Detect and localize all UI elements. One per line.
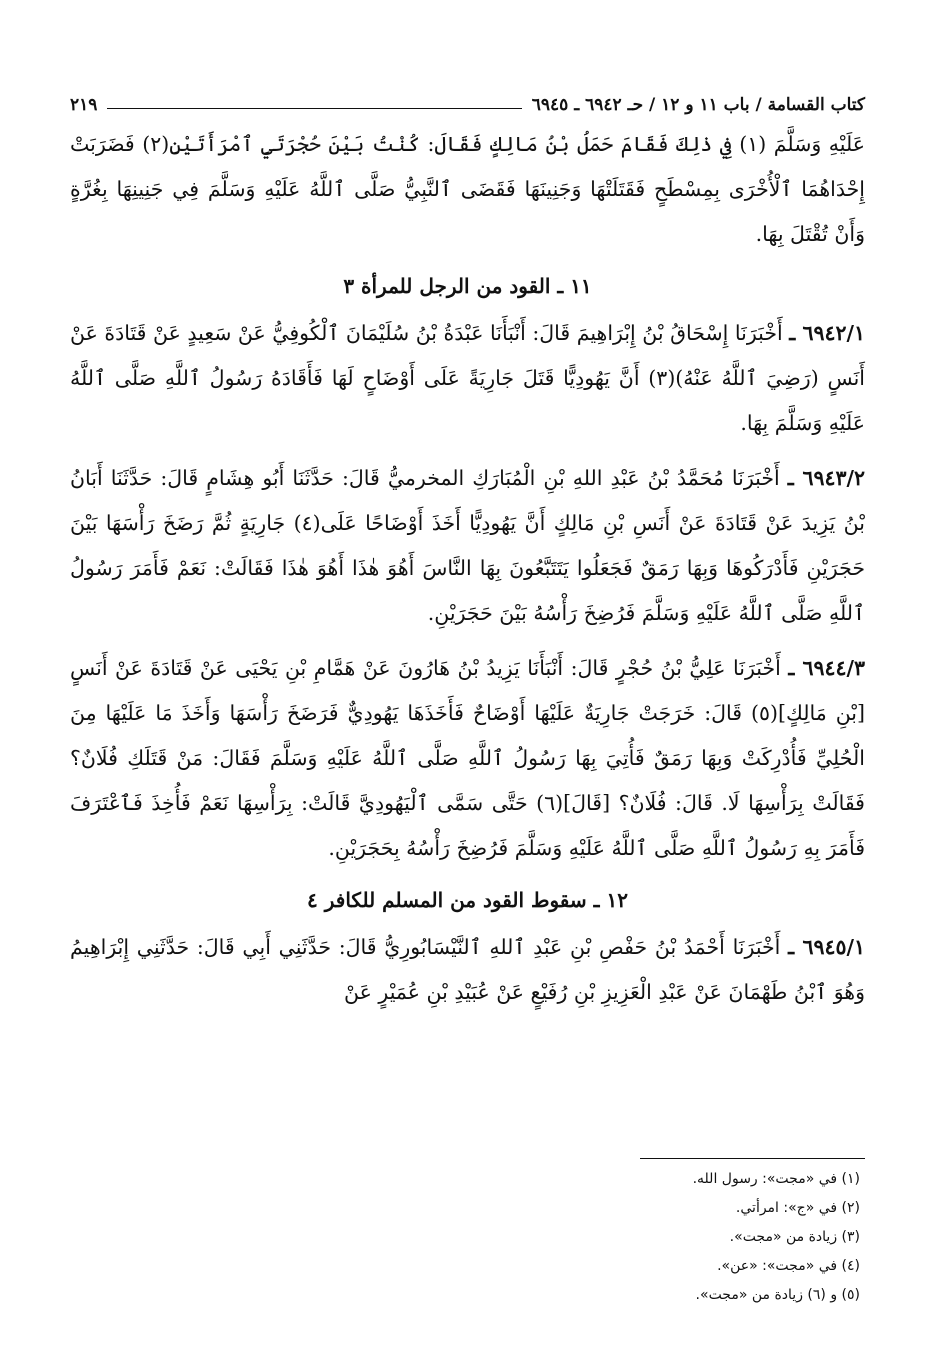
footnote: (٣) زيادة من «مجت». [729, 1229, 860, 1245]
hadith-number: ٦٩٤٥/١ ـ [788, 935, 865, 959]
hadith-6942 [70, 311, 865, 446]
hadith-number: ٦٩٤٣/٢ ـ [787, 466, 865, 490]
hadith-6944 [70, 646, 865, 871]
section-12-heading: ١٢ ـ سقوط القود من المسلم للكافر ٤ [307, 888, 628, 912]
hadith-6945 [70, 925, 865, 1015]
hadith-text: أَخْبَرَنَا إِسْحَاقُ بْنُ إِبْرَاهِيمَ قَالَ: أَنْبَأَنَا عَبْدَةُ بْنُ سُلَيْمَانَ ٱلْكُوفِيُّ عَنْ سَعِيدٍ عَنْ قَتَادَةَ عَنْ أَنَسٍ (رَضِيَ ٱللَّهُ عَنْهُ)(٣) أَنَّ يَهُودِيًّا قَتَلَ جَارِيَةً عَلَى أَوْضَاحٍ لَهَا فَأَقَادَهُ رَسُولُ ٱللَّهِ صَلَّى ٱللَّهُ عَلَيْهِ وَسَلَّمَ بِهَا. [70, 321, 866, 435]
page-number: ٢١٩ [70, 95, 98, 115]
hadith-text: أَخْبَرَنَا أَحْمَدُ بْنُ حَفْصِ بْنِ عَبْدِ ٱللهِ ٱلنَّيْسَابُورِيُّ قَالَ: حَدَّثَنِي أَبِي قَالَ: حَدَّثَنِي إِبْرَاهِيمُ وَهُوَ ٱبْنُ طَهْمَانَ عَنْ عَبْدِ الْعَزِيزِ بْنِ رُفَيْعٍ عَنْ عُبَيْدِ بْنِ عُمَيْرٍ عَنْ [70, 935, 865, 1004]
header-title: كتاب القسامة / باب ١١ و ١٢ / حـ ٦٩٤٢ ـ ٦٩٤٥ [531, 95, 865, 115]
running-header [70, 88, 865, 122]
hadith-number: ٦٩٤٢/١ ـ [789, 321, 865, 345]
main-text [70, 122, 865, 1015]
footnote: (٢) في «ج»: امرأتي. [735, 1200, 860, 1216]
hadith-text: أَخْبَرَنَا مُحَمَّدُ بْنُ عَبْدِ اللهِ بْنِ الْمُبَارَكِ المخرميُّ قَالَ: حَدَّثَنَا أَبُو هِشَامٍ قَالَ: حَدَّثَنَا أَبَانُ بْنُ يَزِيدَ عَنْ قَتَادَةَ عَنْ أَنَسِ بْنِ مَالِكٍ أَنَّ يَهُودِيًّا أَخَذَ أَوْضَاحًا عَلَى(٤) جَارِيَةٍ ثُمَّ رَضَخَ رَأْسَهَا بَيْنَ حَجَرَيْنِ فَأَدْرَكُوهَا وَبِهَا رَمَقٌ فَجَعَلُوا يَتَتَبَّعُونَ بِهَا النَّاسَ أَهُوَ هٰذَا أَهُوَ هٰذَا فَقَالَتْ: نَعَمْ فَأَمَرَ رَسُولُ ٱللَّهِ صَلَّى ٱللَّهُ عَلَيْهِ وَسَلَّمَ فَرُضِخَ رَأْسُهُ بَيْنَ حَجَرَيْنِ. [70, 466, 865, 625]
hadith-number: ٦٩٤٤/٣ ـ [788, 656, 865, 680]
header-rule [107, 108, 521, 109]
section-11-heading: ١١ ـ القود من الرجل للمرأة ٣ [343, 274, 592, 298]
intro-paragraph: عَلَيْهِ وَسَلَّمَ (١) فِي ذٰلِكَ فَقَامَ حَمَلُ بْنُ مَالِكٍ فَقَالَ: كُنْتُ بَيْنَ حُجْرَتَيِ ٱمْرَأَتَيْنِ(٢) فَضَرَبَتْ إِحْدَاهُمَا ٱلْأُخْرَى بِمِسْطَحٍ فَقَتَلَتْهَا وَجَنِينَهَا فَقَضَى ٱلنَّبِيُّ صَلَّى ٱللَّهُ عَلَيْهِ وَسَلَّمَ فِي جَنِينِهَا بِغُرَّةٍ وَأَنْ تُقْتَلَ بِهَا. [70, 132, 865, 246]
hadith-text: أَخْبَرَنَا عَلِيُّ بْنُ حُجْرٍ قَالَ: أَنْبَأَنَا يَزِيدُ بْنُ هَارُونَ عَنْ هَمَّامِ بْنِ يَحْيَى عَنْ قَتَادَةَ عَنْ أَنَسٍ [بْنِ مَالِكٍ](٥) قَالَ: خَرَجَتْ جَارِيَةٌ عَلَيْهَا أَوْضَاحٌ فَأَخَذَهَا يَهُودِيٌّ فَرَضَخَ رَأْسَهَا وَأَخَذَ مَا عَلَيْهَا مِنَ الْحُلِيِّ فَأُدْرِكَتْ وَبِهَا رَمَقٌ فَأُتِيَ بِهَا رَسُولُ ٱللَّهِ صَلَّى ٱللَّهُ عَلَيْهِ وَسَلَّمَ فَقَالَ: مَنْ قَتَلَكِ فُلَانٌ؟ فَقَالَتْ بِرَأْسِهَا لَا. قَالَ: فُلَانٌ؟ [قَالَ](٦) حَتَّى سَمَّى ٱلْيَهُودِيَّ قَالَتْ: بِرَأْسِهَا نَعَمْ فَأُخِذَ فَٱعْتَرَفَ فَأَمَرَ بِهِ رَسُولُ ٱللَّهِ صَلَّى ٱللَّهُ عَلَيْهِ وَسَلَّمَ فَرُضِخَ رَأْسُهُ بِحَجَرَيْنِ. [70, 656, 865, 860]
hadith-6943 [70, 456, 865, 636]
footnote-rule [640, 1158, 865, 1159]
footnote: (٤) في «مجت»: «عن». [717, 1258, 860, 1274]
page-body [70, 88, 865, 1015]
footnote: (١) في «مجت»: رسول الله. [692, 1171, 860, 1187]
footnote: (٥) و (٦) زيادة من «مجت». [695, 1287, 860, 1303]
footnotes [70, 1158, 865, 1310]
